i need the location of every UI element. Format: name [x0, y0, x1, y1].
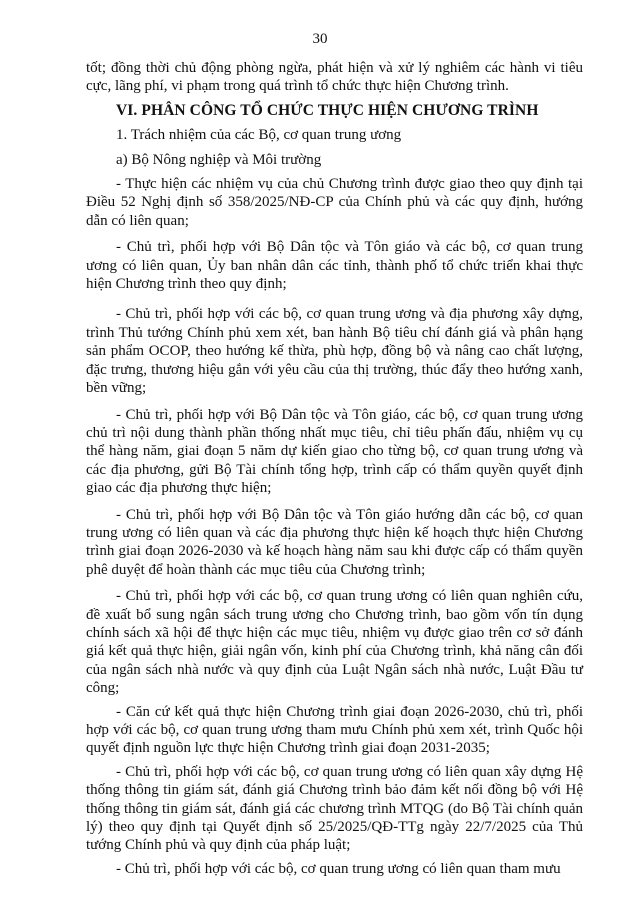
document-body: [86, 59, 583, 878]
bullet-paragraph: - Chủ trì, phối hợp với Bộ Dân tộc và Tôn giáo, các bộ, cơ quan trung ương chủ trì nội dung thành phần thống nhất mục tiêu, chỉ tiêu phấn đấu, nhiệm vụ cụ thể hàng năm, giai đoạn 5 năm dự kiến giao cho từng bộ, cơ quan trung ương và các địa phương, gửi Bộ Tài chính tổng hợp, trình cấp có thẩm quyền quyết định giao các địa phương thực hiện;: [86, 406, 583, 497]
bullet-paragraph: - Thực hiện các nhiệm vụ của chủ Chương trình được giao theo quy định tại Điều 52 Nghị định số 358/2025/NĐ-CP của Chính phủ và các quy định, hướng dẫn có liên quan;: [86, 176, 583, 229]
paragraph-continuation: tốt; đồng thời chủ động phòng ngừa, phát hiện và xử lý nghiêm các hành vi tiêu cực, lãng phí, vi phạm trong quá trình tổ chức thực hiện Chương trình.: [86, 60, 583, 95]
section-heading: VI. PHÂN CÔNG TỔ CHỨC THỰC HIỆN CHƯƠNG TRÌNH: [116, 101, 539, 119]
bullet-paragraph: - Chủ trì, phối hợp với Bộ Dân tộc và Tôn giáo và các bộ, cơ quan trung ương có liên quan, Ủy ban nhân dân các tỉnh, thành phố tổ chức triển khai thực hiện Chương trình theo quy định;: [86, 239, 583, 293]
subsection-item-title: a) Bộ Nông nghiệp và Môi trường: [116, 151, 322, 168]
bullet-paragraph: - Chủ trì, phối hợp với Bộ Dân tộc và Tôn giáo hướng dẫn các bộ, cơ quan trung ương có liên quan và các địa phương thực hiện kế hoạch thực hiện Chương trình giai đoạn 2026-2030 và kế hoạch hàng năm sau khi được cấp có thẩm quyền phê duyệt để hoàn thành các mục tiêu của Chương trình;: [86, 506, 583, 578]
bullet-paragraph: - Chủ trì, phối hợp với các bộ, cơ quan trung ương có liên quan xây dựng Hệ thống thông tin giám sát, đánh giá Chương trình bảo đảm kết nối đồng bộ với Hệ thống thông tin giám sát, đánh giá các chương trình MTQG (do Bộ Tài chính quản lý) theo quy định tại Quyết định số 25/2025/QĐ-TTg ngày 22/7/2025 của Thủ tướng Chính phủ và quy định của pháp luật;: [86, 763, 583, 854]
bullet-paragraph: - Chủ trì, phối hợp với các bộ, cơ quan trung ương có liên quan nghiên cứu, đề xuất bổ sung ngân sách trung ương cho Chương trình, bao gồm vốn tín dụng chính sách xã hội để thực hiện các mục tiêu, nhiệm vụ được giao trên cơ sở đánh giá kết quả thực hiện, giải ngân vốn, kinh phí của Chương trình, khả năng cân đối của ngân sách nhà nước và quy định của Luật Ngân sách nhà nước, Luật Đầu tư công;: [86, 588, 583, 697]
bullet-paragraph: - Chủ trì, phối hợp với các bộ, cơ quan trung ương và địa phương xây dựng, trình Thủ tướng Chính phủ xem xét, ban hành Bộ tiêu chí đánh giá và phân hạng sản phẩm OCOP, theo hướng kế thừa, phù hợp, đồng bộ và nâng cao chất lượng, đặc trưng, thương hiệu gắn với yêu cầu của thị trường, thúc đẩy theo hướng xanh, bền vững;: [86, 306, 583, 397]
subsection-title: 1. Trách nhiệm của các Bộ, cơ quan trung ương: [116, 127, 402, 144]
bullet-paragraph: - Chủ trì, phối hợp với các bộ, cơ quan trung ương có liên quan tham mưu: [116, 860, 561, 877]
page-number: 30: [312, 31, 328, 47]
bullet-paragraph: - Căn cứ kết quả thực hiện Chương trình giai đoạn 2026-2030, chủ trì, phối hợp với các bộ, cơ quan trung ương tham mưu Chính phủ xem xét, trình Quốc hội quyết định nguồn lực thực hiện Chương trình giai đoạn 2031-2035;: [86, 703, 583, 757]
